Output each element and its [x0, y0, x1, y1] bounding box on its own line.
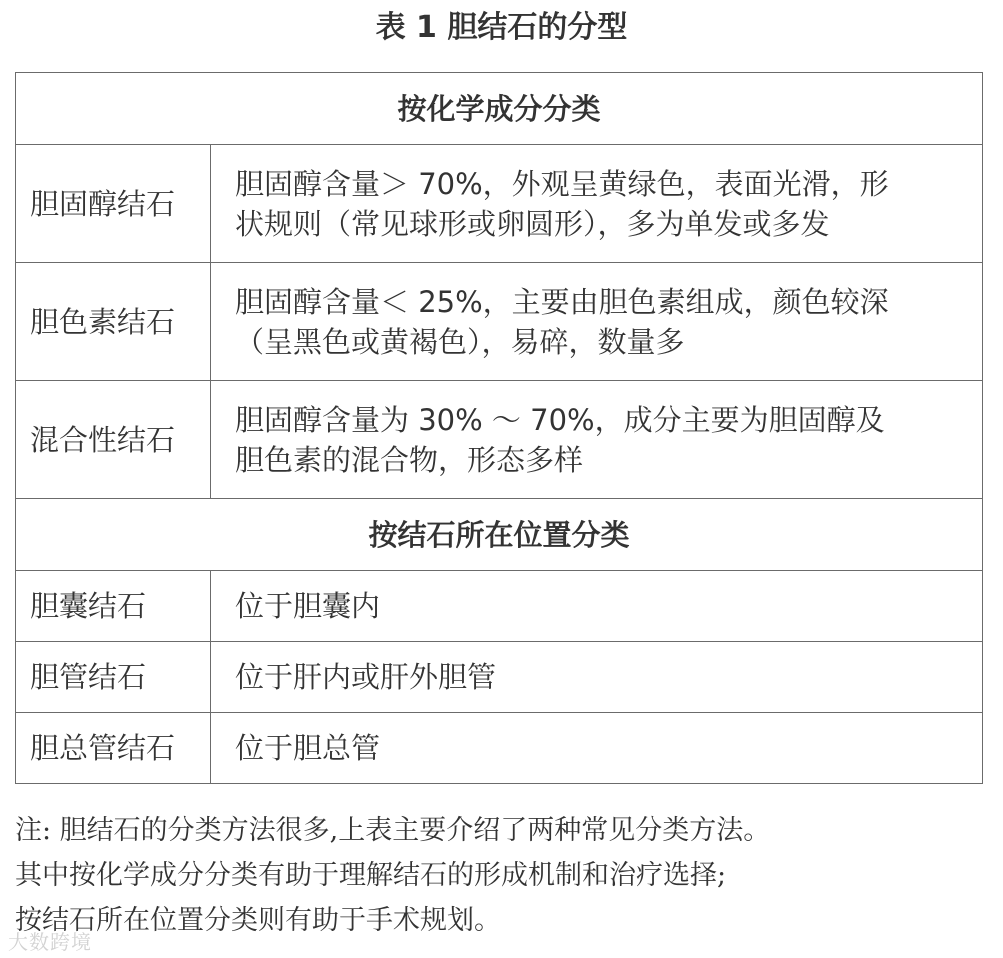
description-line: 胆色素的混合物，形态多样 [235, 442, 584, 477]
description-line: 胆固醇含量为 30% ～ 70%，成分主要为胆固醇及 [235, 402, 885, 437]
table-row [16, 642, 983, 713]
watermark: 大数跨境 [8, 930, 92, 954]
description-line: 位于胆总管 [235, 731, 381, 765]
table-row [16, 571, 983, 642]
description-line: 状规则（常见球形或卵圆形），多为单发或多发 [235, 206, 830, 241]
section-heading-chemical: 按化学成分分类 [16, 73, 983, 145]
stone-description-cell [211, 145, 983, 263]
section-header-row [16, 73, 983, 145]
table-row [16, 713, 983, 784]
stone-type-cell: 胆固醇结石 [16, 145, 211, 263]
stone-type-cell: 胆管结石 [16, 642, 211, 713]
stone-type-cell: 胆总管结石 [16, 713, 211, 784]
table-title: 表 1 胆结石的分型 [375, 10, 628, 45]
table-row [16, 263, 983, 381]
stone-description-cell [211, 713, 983, 784]
table-footnote [15, 808, 990, 943]
description-line: （呈黑色或黄褐色），易碎，数量多 [235, 324, 685, 359]
section-heading-location: 按结石所在位置分类 [16, 499, 983, 571]
stone-description-cell [211, 381, 983, 499]
description-line: 位于胆囊内 [235, 589, 381, 623]
stone-description-cell [211, 571, 983, 642]
section-header-row [16, 499, 983, 571]
stone-type-cell: 混合性结石 [16, 381, 211, 499]
gallstone-classification-table [15, 72, 983, 784]
table-row [16, 381, 983, 499]
stone-type-cell: 胆色素结石 [16, 263, 211, 381]
footnote-line: 按结石所在位置分类则有助于手术规划。 [15, 905, 501, 936]
description-line: 胆固醇含量＜ 25%，主要由胆色素组成，颜色较深 [235, 284, 889, 319]
footnote-line: 其中按化学成分分类有助于理解结石的形成机制和治疗选择; [15, 860, 727, 891]
stone-type-cell: 胆囊结石 [16, 571, 211, 642]
stone-description-cell [211, 263, 983, 381]
description-line: 胆固醇含量＞ 70%，外观呈黄绿色，表面光滑，形 [235, 166, 889, 201]
table-row [16, 145, 983, 263]
footnote-line: 注: 胆结石的分类方法很多,上表主要介绍了两种常见分类方法。 [15, 815, 771, 846]
stone-description-cell [211, 642, 983, 713]
description-line: 位于肝内或肝外胆管 [235, 660, 497, 694]
